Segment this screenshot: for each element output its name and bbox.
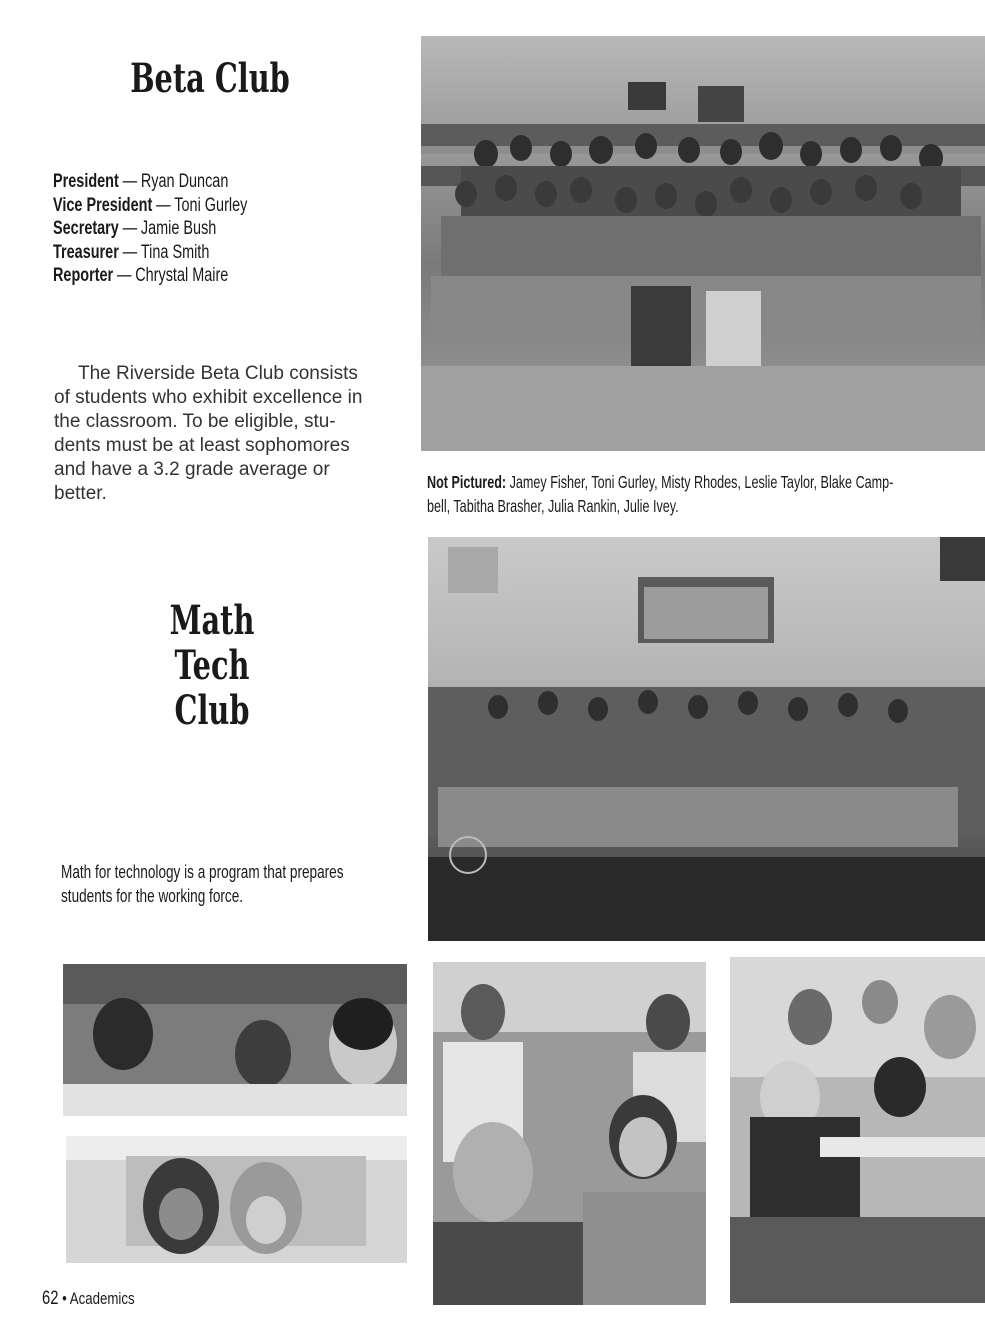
beta-club-description bbox=[54, 362, 404, 506]
officer-name: Ryan Duncan bbox=[140, 171, 229, 192]
page-footer bbox=[42, 1288, 135, 1310]
description-text: The Riverside Beta Club consists bbox=[78, 363, 358, 384]
candid-photo-students bbox=[433, 962, 706, 1305]
candid-photo-library bbox=[63, 964, 407, 1116]
beta-club-officers bbox=[53, 170, 304, 288]
description-line: and have a 3.2 grade average or bbox=[54, 459, 330, 480]
description-line: dents must be at least sophomores bbox=[54, 435, 350, 456]
caption-line: bell, Tabitha Brasher, Julia Rankin, Julie Ivey. bbox=[427, 496, 679, 516]
description-line: Math for technology is a program that prepares bbox=[61, 862, 344, 882]
dash: — bbox=[122, 241, 138, 263]
officer-name: Chrystal Maire bbox=[135, 265, 229, 286]
math-tech-club-title bbox=[97, 598, 327, 733]
math-tech-description bbox=[61, 860, 408, 908]
officer-role: President bbox=[53, 171, 119, 192]
description-line bbox=[54, 362, 404, 386]
not-pictured-label: Not Pictured: bbox=[427, 472, 507, 492]
dash: — bbox=[122, 218, 138, 239]
title-line: Math bbox=[169, 597, 255, 644]
officer-row bbox=[53, 170, 304, 194]
not-pictured-names: Jamey Fisher, Toni Gurley, Misty Rhodes, Leslie Taylor, Blake Camp- bbox=[509, 472, 894, 492]
officer-row bbox=[53, 194, 304, 218]
title-line: Club bbox=[174, 687, 250, 734]
officer-name: Tina Smith bbox=[140, 241, 210, 263]
officer-row bbox=[53, 241, 304, 265]
math-tech-group-photo bbox=[428, 537, 985, 941]
candid-photo-classroom bbox=[730, 957, 985, 1303]
officer-role: Vice President bbox=[53, 194, 153, 216]
dash: — bbox=[156, 194, 171, 216]
description-line: of students who exhibit excellence in bbox=[54, 387, 363, 408]
description-line: students for the working force. bbox=[61, 886, 244, 906]
dash: — bbox=[122, 171, 138, 192]
bullet: • bbox=[62, 1289, 67, 1308]
dash: — bbox=[116, 265, 132, 286]
not-pictured-caption bbox=[427, 470, 960, 518]
officer-row bbox=[53, 217, 304, 241]
section-name: Academics bbox=[69, 1289, 135, 1308]
beta-club-group-photo bbox=[421, 36, 985, 451]
beta-club-title: Beta Club bbox=[130, 55, 290, 102]
officer-name: Jamie Bush bbox=[140, 218, 217, 239]
title-line: Tech bbox=[174, 642, 250, 689]
description-line: the classroom. To be eligible, stu- bbox=[54, 411, 336, 432]
description-line: better. bbox=[54, 483, 107, 504]
officer-role: Reporter bbox=[53, 265, 114, 286]
officer-role: Secretary bbox=[53, 218, 119, 239]
candid-photo-costumes bbox=[66, 1136, 407, 1263]
officer-row bbox=[53, 264, 304, 288]
officer-role: Treasurer bbox=[53, 241, 119, 263]
page-number: 62 bbox=[42, 1288, 59, 1309]
caption-line bbox=[427, 470, 960, 494]
officer-name: Toni Gurley bbox=[174, 194, 248, 216]
